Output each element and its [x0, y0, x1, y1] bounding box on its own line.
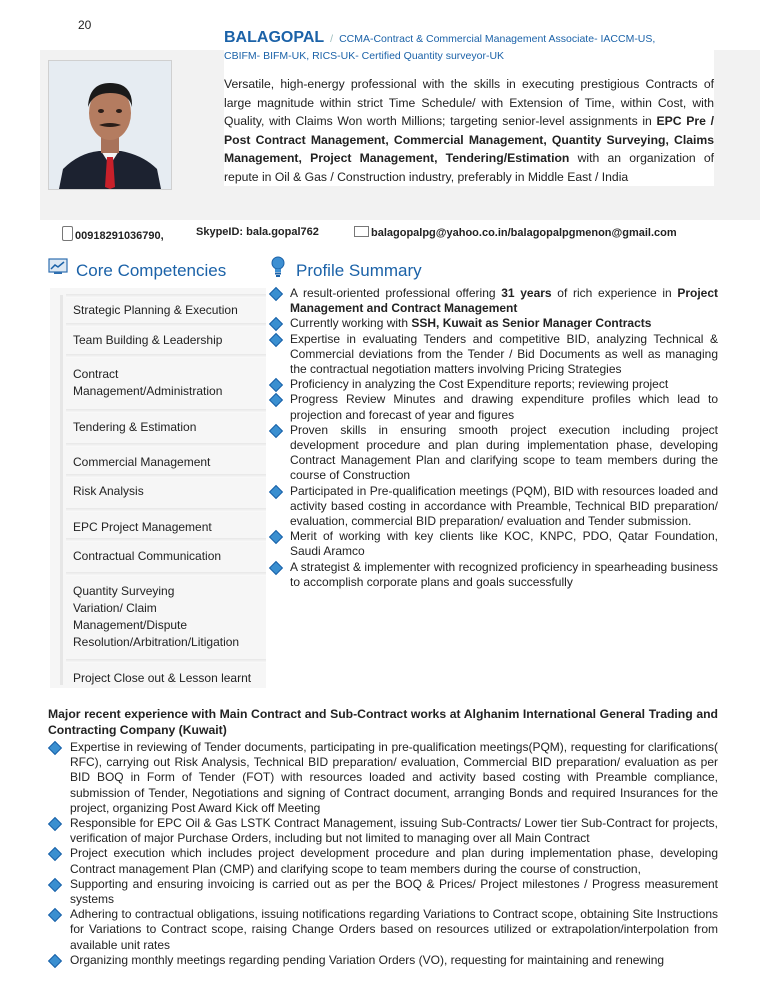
- name-separator: /: [330, 33, 334, 45]
- profile-bullet: [270, 316, 718, 331]
- competency-separator: [66, 538, 266, 542]
- header-text: [224, 30, 714, 186]
- competency-separator: [66, 323, 266, 327]
- profile-bullet-bold: SSH, Kuwait as Senior Manager Contracts: [411, 316, 652, 331]
- competency-item: EPC Project Management: [73, 520, 212, 534]
- experience-bullet: Expertise in reviewing of Tender documents, participating in pre-qualification meetings(PQM), requesting for clarifications( RFC), carrying out Risk Analysis, Technical BID preparation/ evaluation, Commercial BID preparation/ evaluation as per BID BOQ in Form of Tender (FOT) with resources loaded and activity based costing with Preamble compliance, submission of Tender, Negotiations and signing of Contract document, arranging Bonds and required Insurances for the project, organizing Post Award Kick off Meeting: [48, 740, 718, 816]
- profile-summary-list: [270, 286, 718, 590]
- profile-bullet: Expertise in evaluating Tenders and competitive BID, analyzing Technical & Commercial deviations from the Tender / Bid Documents as well as managing the contractual negotiation matters involving Pricing Strategies: [270, 332, 718, 378]
- header-summary-tail: with an organization of repute in Oil & Gas / Construction industry, preferably in Middle East / India: [224, 151, 714, 184]
- competency-separator: [66, 354, 266, 358]
- mail-icon: [354, 226, 369, 237]
- profile-bullet-text: of rich experience in: [551, 286, 678, 300]
- experience-bullet: Responsible for EPC Oil & Gas LSTK Contract Management, issuing Sub-Contracts/ Lower tier Sub-Contract for projects, verification of major Purchase Orders, including but not limited to managing over all Main Contract: [48, 816, 718, 846]
- competencies-divider: [60, 295, 63, 685]
- profile-bullet-text: A result-oriented professional offering: [290, 286, 502, 300]
- phone-entry: [62, 226, 164, 242]
- competency-item: Contract Management/Administration: [73, 367, 223, 398]
- competency-item: Tendering & Estimation: [73, 420, 197, 434]
- phone-number: 00918291036790,: [75, 230, 164, 242]
- competency-separator: [66, 474, 266, 478]
- profile-bullet: [270, 286, 718, 316]
- competency-separator: [66, 508, 266, 512]
- experience-list: [48, 740, 718, 968]
- name-line: [224, 30, 714, 47]
- certifications-line-1: CCMA-Contract & Commercial Management Associate- IACCM-US,: [339, 33, 656, 45]
- profile-photo: [48, 60, 172, 190]
- profile-bullet: Progress Review Minutes and drawing expenditure profiles which lead to projection and forecast of year and figures: [270, 392, 718, 422]
- phone-icon: [62, 226, 73, 241]
- email-address[interactable]: balagopalpg@yahoo.co.in/balagopalpgmenon@gmail.com: [371, 227, 677, 239]
- profile-bullet: Proficiency in analyzing the Cost Expenditure reports; reviewing project: [270, 377, 718, 392]
- candidate-name: BALAGOPAL: [224, 29, 325, 46]
- experience-bullet: Project execution which includes project development procedure and plan during implementation phase, developing Contract management Plan (CMP) and clarifying scope to team members during the course of construction,: [48, 846, 718, 876]
- profile-bullet: Participated in Pre-qualification meetings (PQM), BID with resources loaded and activity based costing in accordance with Preamble, Technical BID preparation/ evaluation, commercial BID preparation/ evaluation and Tender submission.: [270, 484, 718, 530]
- header-summary-text: Versatile, high-energy professional with the skills in executing prestigious Contracts of large magnitude within strict Time Schedule/ with Extension of Time, within Cost, with Quality, with Claims Won worth Millions; targeting senior-level assignments in: [224, 77, 714, 128]
- competency-item: Team Building & Leadership: [73, 333, 223, 347]
- competency-separator: [66, 572, 266, 576]
- experience-bullet: Organizing monthly meetings regarding pending Variation Orders (VO), requesting for maintaining and renewing: [48, 953, 718, 968]
- lightbulb-icon: [270, 256, 286, 278]
- certifications-line-2: CBIFM- BIFM-UK, RICS-UK- Certified Quantity surveyor-UK: [224, 50, 505, 62]
- chart-icon: [48, 258, 68, 274]
- header-summary-bold: EPC Pre / Post Contract Management, Commercial Management, Quantity Surveying, Claims Management, Project Management, Tendering/Estimation: [224, 114, 715, 165]
- profile-bullet: Merit of working with key clients like KOC, KNPC, PDO, Qatar Foundation, Saudi Aramco: [270, 529, 718, 559]
- competency-separator: [66, 443, 266, 447]
- profile-bullet: Proven skills in ensuring smooth project execution including project development procedure and plan during implementation phase, developing Contract Management Plan and clarifying scope to team members during the course of Construction: [270, 423, 718, 484]
- profile-summary-title: Profile Summary: [296, 261, 422, 280]
- header-summary: [224, 75, 714, 186]
- competency-item: Project Close out & Lesson learnt: [73, 671, 252, 685]
- profile-bullet: A strategist & implementer with recognized proficiency in spearheading business to accomplish corporate plans and goals successfully: [270, 560, 718, 590]
- experience-bullet: Adhering to contractual obligations, issuing notifications regarding Variations to Contract scope, obtaining Site Instructions for Variations to Contract scope, raising Change Orders based on resources utilized or extrapolation/interpolation from available unit rates: [48, 907, 718, 953]
- competency-item: Variation/ Claim Management/Dispute Resolution/Arbitration/Litigation: [73, 601, 240, 649]
- experience-title: Major recent experience with Main Contract and Sub-Contract works at Alghanim International General Trading and Contracting Company (Kuwait): [48, 707, 718, 737]
- skype-id: SkypeID: bala.gopal762: [196, 226, 319, 238]
- profile-bullet-text: Currently working with: [290, 316, 412, 331]
- competency-item: Strategic Planning & Execution: [73, 303, 238, 317]
- competency-item: Contractual Communication: [73, 549, 222, 563]
- page-number: 20: [78, 18, 92, 32]
- competency-separator: [66, 659, 266, 663]
- experience-bullet: Supporting and ensuring invoicing is carried out as per the BOQ & Prices/ Project milestones / Progress measurement systems: [48, 877, 718, 907]
- competency-item: Commercial Management: [73, 455, 211, 469]
- competency-item: Risk Analysis: [73, 484, 144, 498]
- competency-separator: [66, 294, 266, 298]
- competency-separator: [66, 409, 266, 413]
- competency-item: Quantity Surveying: [73, 584, 175, 598]
- core-competencies-title: Core Competencies: [76, 261, 227, 280]
- profile-bullet-bold: 31 years: [501, 286, 552, 300]
- email-entry: [354, 226, 677, 239]
- profile-bullet-bold: Project Management and Contract Management: [290, 286, 719, 316]
